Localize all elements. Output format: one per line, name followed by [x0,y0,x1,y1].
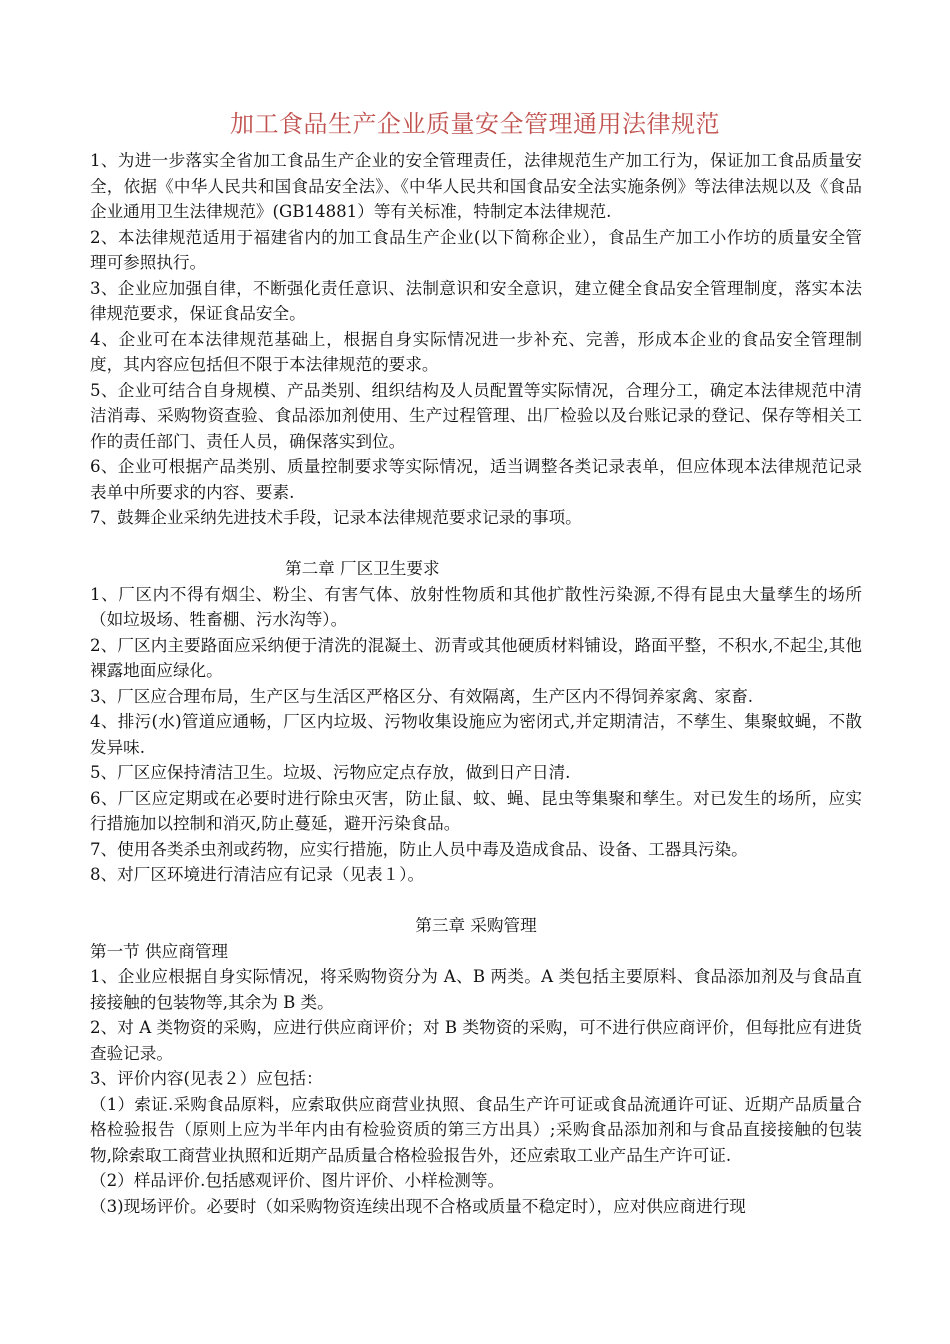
ch2-item-2: 2、厂区内主要路面应采纳便于清洗的混凝土、沥青或其他硬质材料铺设，路面平整，不积水,不起尘,其他裸露地面应绿化。 [90,635,862,680]
section-heading: 第一节 供应商管理 [90,941,229,961]
ch1-item-4: 4、企业可在本法律规范基础上，根据自身实际情况进一步补充、完善，形成本企业的食品安全管理制度，其内容应包括但不限于本法律规范的要求。 [90,329,862,374]
ch3-item-1: 1、企业应根据自身实际情况，将采购物资分为 A、B 两类。A 类包括主要原料、食品添加剂及与食品直接接触的包装物等,其余为 B 类。 [90,967,862,1012]
ch2-item-1: 1、厂区内不得有烟尘、粉尘、有害气体、放射性物质和其他扩散性污染源,不得有昆虫大量孳生的场所（如垃圾场、牲畜棚、污水沟等）。 [90,584,862,629]
ch2-item-4: 4、排污(水)管道应通畅，厂区内垃圾、污物收集设施应为密闭式,并定期清洁，不孳生、集聚蚊蝇，不散发异味. [90,712,862,757]
ch3-item-6: （3)现场评价。必要时（如采购物资连续出现不合格或质量不稳定时），应对供应商进行现 [90,1196,746,1216]
ch3-item-5: （2）样品评价.包括感观评价、图片评价、小样检测等。 [90,1171,505,1190]
ch2-item-8: 8、对厂区环境进行清洁应有记录（见表１）。 [90,865,425,884]
ch1-item-2: 2、本法律规范适用于福建省内的加工食品生产企业(以下简称企业），食品生产加工小作坊的质量安全管理可参照执行。 [90,227,862,272]
ch3-item-3: 3、评价内容(见表２）应包括： [90,1069,323,1088]
spacer [90,888,862,914]
document-title: 加工食品生产企业质量安全管理通用法律规范 [230,110,720,138]
ch2-item-7: 7、使用各类杀虫剂或药物，应实行措施，防止人员中毒及造成食品、设备、工器具污染。 [90,839,748,859]
ch2-item-6: 6、厂区应定期或在必要时进行除虫灭害，防止鼠、蚊、蝇、昆虫等集聚和孳生。对已发生的场所，应实行措施加以控制和消灭,防止蔓延，避开污染食品。 [90,788,862,833]
chapter-2-heading: 第二章 厂区卫生要求 [285,559,440,578]
ch1-item-1: 1、为进一步落实全省加工食品生产企业的安全管理责任，法律规范生产加工行为，保证加工食品质量安全，依据《中华人民共和国食品安全法》、《中华人民共和国食品安全法实施条例》等法律法规以及《食品企业通用卫生法律规范》(GB14881）等有关标准，特制定本法律规范. [90,151,862,221]
chapter-3-heading: 第三章 采购管理 [415,916,537,935]
ch1-item-5: 5、企业可结合自身规模、产品类别、组织结构及人员配置等实际情况，合理分工，确定本法律规范中清洁消毒、采购物资查验、食品添加剂使用、生产过程管理、出厂检验以及台账记录的登记、保存等相关工作的责任部门、责任人员，确保落实到位。 [90,380,862,451]
ch2-item-3: 3、厂区应合理布局，生产区与生活区严格区分、有效隔离，生产区内不得饲养家禽、家畜. [90,686,753,706]
document-body [90,148,862,1219]
ch1-item-6: 6、企业可根据产品类别、质量控制要求等实际情况，适当调整各类记录表单，但应体现本法律规范记录表单中所要求的内容、要素. [90,457,862,502]
ch1-item-7: 7、鼓舞企业采纳先进技术手段，记录本法律规范要求记录的事项。 [90,508,582,527]
ch1-item-3: 3、企业应加强自律，不断强化责任意识、法制意识和安全意识，建立健全食品安全管理制度，落实本法律规范要求，保证食品安全。 [90,278,862,323]
ch2-item-5: 5、厂区应保持清洁卫生。垃圾、污物应定点存放，做到日产日清. [90,763,571,782]
ch3-item-4: （1）索证.采购食品原料，应索取供应商营业执照、食品生产许可证或食品流通许可证、近期产品质量合格检验报告（原则上应为半年内由有检验资质的第三方出具）;采购食品添加剂和与食品直接接触的包装物,除索取工商营业执照和近期产品质量合格检验报告外，还应索取工业产品生产许可证. [90,1094,862,1165]
ch3-item-2: 2、对 A 类物资的采购，应进行供应商评价；对 B 类物资的采购，可不进行供应商评价，但每批应有进货查验记录。 [90,1018,862,1063]
spacer [90,531,862,557]
